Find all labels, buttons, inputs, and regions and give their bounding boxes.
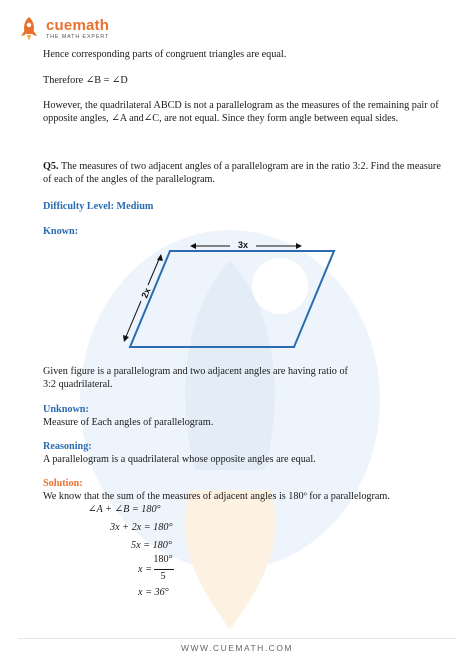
footer-divider [18, 638, 456, 639]
top-arrowhead-right [296, 243, 302, 249]
question-text: The measures of two adjacent angles of a parallelogram are in the ratio 3:2. Find the measure of each of the angles of the parallelogram. [43, 161, 441, 185]
equation-5: x = 36° [138, 587, 169, 598]
brand-tagline: THE MATH EXPERT [46, 33, 110, 40]
unknown-heading: Unknown: [43, 404, 89, 415]
fraction-bar [154, 569, 174, 570]
therefore-statement: Therefore ∠B = ∠D [43, 75, 128, 86]
side-arrow-bottom [125, 301, 141, 339]
question-q5 [43, 160, 443, 186]
however-paragraph: However, the quadrilateral ABCD is not a parallelogram as the measures of the remaining pair of opposite angles, ∠A and∠C, are not equal. Since they form angle between equal sides. [43, 100, 439, 124]
rocket-icon [18, 16, 40, 42]
equation-4-denominator: 5 [160, 571, 166, 582]
cuemath-logo [18, 16, 109, 42]
side-arrowhead-top [157, 254, 163, 261]
solution-text: We know that the sum of the measures of adjacent angles is 180º for a parallelogram. [43, 491, 390, 502]
question-number: Q5. [43, 161, 59, 172]
known-heading: Known: [43, 226, 79, 237]
congruent-statement: Hence corresponding parts of congruent triangles are equal. [43, 49, 287, 60]
unknown-text: Measure of Each angles of parallelogram. [43, 417, 214, 428]
reasoning-text: A parallelogram is a quadrilateral whose opposite angles are equal. [43, 454, 316, 465]
side-arrowhead-bottom [123, 335, 129, 342]
top-arrowhead-left [190, 243, 196, 249]
given-line-1: Given figure is a parallelogram and two adjacent angles are having ratio of [43, 366, 348, 377]
equation-4-numerator: 180° [153, 554, 173, 565]
equation-3: 5x = 180° [131, 540, 172, 551]
reasoning-heading: Reasoning: [43, 441, 92, 452]
left-side-label: 2x [139, 286, 153, 300]
parallelogram-shape [130, 251, 334, 347]
brand-name: cuemath [46, 16, 110, 34]
footer-url[interactable]: WWW.CUEMATH.COM [180, 643, 294, 653]
difficulty-level: Difficulty Level: Medium [43, 201, 154, 212]
equation-4-left: x = [138, 564, 152, 575]
given-line-2: 3:2 quadrilateral. [43, 379, 113, 390]
top-side-label: 3x [237, 240, 249, 250]
equation-1: ∠A + ∠B = 180° [88, 504, 161, 515]
equation-2: 3x + 2x = 180° [110, 522, 173, 533]
parallelogram-diagram [110, 235, 350, 355]
solution-heading: Solution: [43, 478, 83, 489]
